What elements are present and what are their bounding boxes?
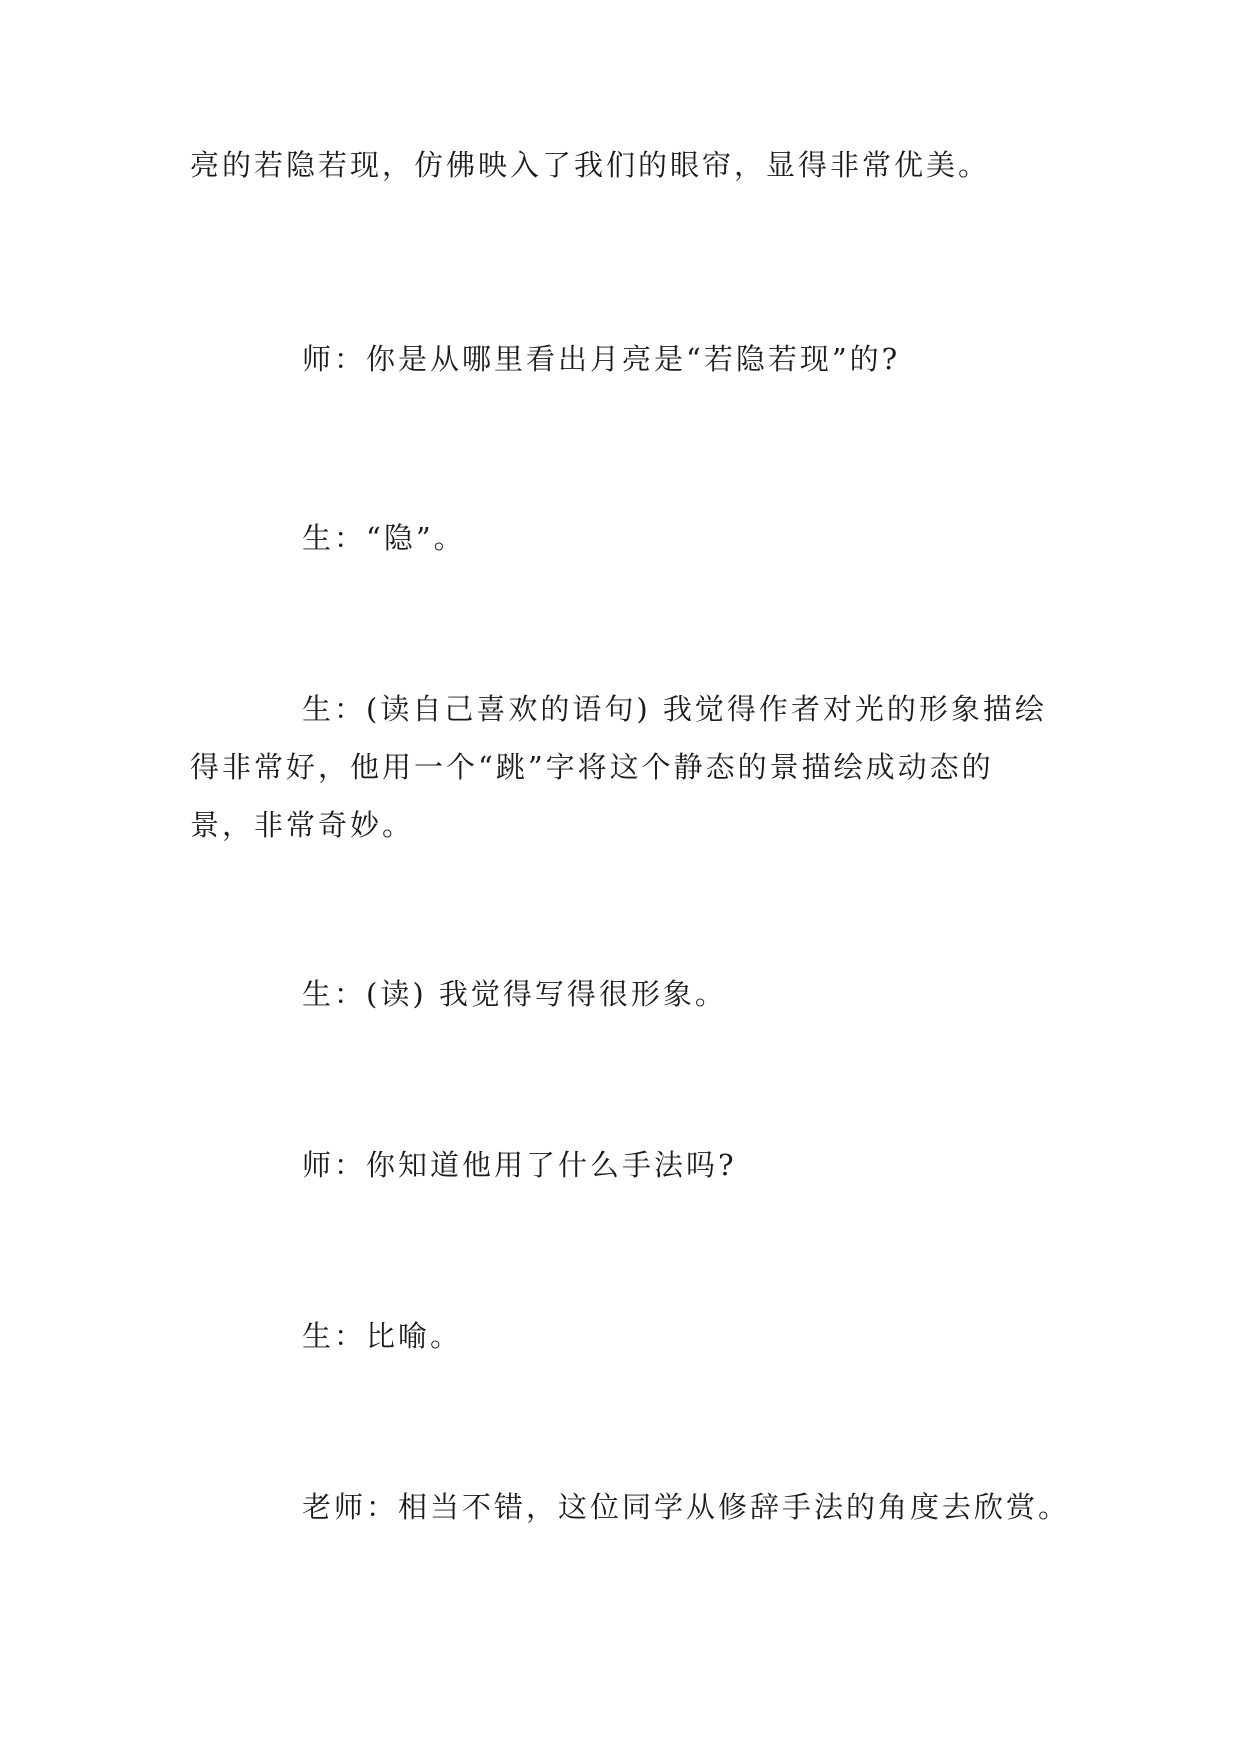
paragraph-student-reading — [190, 680, 1060, 854]
paragraph-student-comment — [190, 965, 1060, 1023]
text-line: 景，非常奇妙。 — [190, 808, 415, 842]
text-line: 亮的若隐若现，仿佛映入了我们的眼帘，显得非常优美。 — [190, 148, 991, 182]
text-line: 生：“隐”。 — [302, 521, 466, 555]
paragraph-teacher-question — [190, 330, 1060, 388]
text-line: 生：比喻。 — [302, 1319, 463, 1353]
text-line: 生：(读自己喜欢的语句) 我觉得作者对光的形象描绘 — [302, 692, 1047, 726]
paragraph-teacher-praise — [190, 1478, 1071, 1536]
text-line: 师：你是从哪里看出月亮是“若隐若现”的? — [302, 342, 901, 376]
text-line: 老师：相当不错，这位同学从修辞手法的角度去欣赏。 — [302, 1490, 1071, 1524]
paragraph-continuation — [190, 136, 1060, 194]
text-line: 师：你知道他用了什么手法吗? — [302, 1148, 737, 1182]
paragraph-teacher-technique — [190, 1136, 1060, 1194]
text-line: 得非常好，他用一个“跳”字将这个静态的景描绘成动态的 — [190, 750, 994, 784]
text-line: 生：(读) 我觉得写得很形象。 — [302, 977, 727, 1011]
paragraph-student-answer — [190, 509, 1060, 567]
paragraph-student-metaphor — [190, 1307, 1060, 1365]
